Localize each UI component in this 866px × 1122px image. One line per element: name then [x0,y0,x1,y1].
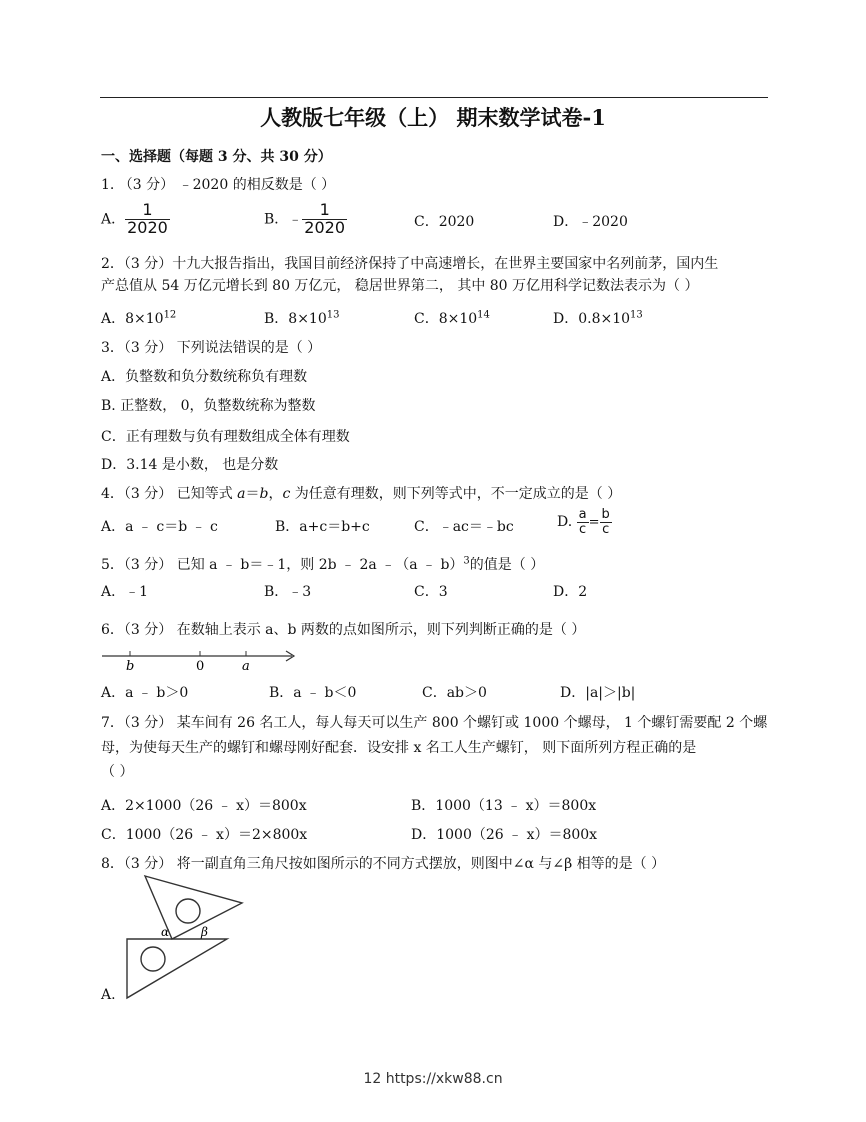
q1-b-denominator: 2020 [304,217,346,237]
q2-d-base: D．0.8×10 [553,311,631,327]
angle-alpha-label: α [161,925,170,939]
question-2-line2: 产总值从 54 万亿元增长到 80 万亿元， 稳居世界第二， 其中 80 万亿用科学记数法表示为（ ） [101,278,699,294]
page-footer: 12 https://xkw88.cn [363,1071,503,1087]
q4-comma: ， [268,486,283,502]
q6-option-c: C．ab＞0 [422,685,487,701]
q2-a-exponent: 12 [163,309,177,321]
q4-d-right-num: b [601,507,610,522]
title-rule [100,97,768,98]
question-2-line1: 2．（3 分）十九大报告指出，我国目前经济保持了中高速增长，在世界主要国家中名列前茅，国内生 [101,256,719,272]
number-line-figure [100,645,300,675]
q2-option-b [264,308,339,328]
q2-option-a [101,308,176,328]
q1-option-b [264,202,347,237]
page-title: 人教版七年级（上） 期末数学试卷-1 [260,105,606,130]
question-1-stem: 1. （3 分） ﹣2020 的相反数是（ ） [101,177,336,193]
q4-option-c: C．﹣ac＝﹣bc [414,519,514,535]
q5-exponent: 3 [463,555,470,567]
label-a: a [242,659,250,674]
q5-option-a: A．﹣1 [101,584,149,600]
q5-option-d: D．2 [553,584,588,600]
q4-option-a: A．a ﹣ c＝b ﹣ c [101,519,218,535]
q3-option-a: A．负整数和负分数统称负有理数 [101,369,308,385]
question-8-stem: 8．（3 分） 将一副直角三角尺按如图所示的不同方式摆放，则图中∠α 与∠β 相等的是（ ） [101,856,666,872]
q4-d-right-fraction [600,508,612,536]
label-b: b [126,659,135,674]
q5-option-c: C．3 [414,584,448,600]
q4-d-left-den: c [577,522,589,537]
q2-option-d [553,308,643,328]
q4-stem-pre: 4．（3 分） 已知等式 [101,486,238,502]
top-triangle [145,876,242,939]
q4-d-label: D. [557,514,573,531]
q3-option-b: B. 正整数， 0，负整数统称为整数 [101,398,316,414]
q4-stem-post: 为任意有理数，则下列等式中，不一定成立的是（ ） [290,486,622,502]
q2-c-base: C．8×10 [414,311,478,327]
q4-d-left-fraction [577,508,589,536]
q5-stem-post: 的值是（ ） [469,557,545,573]
question-7-line2: 母，为使每天生产的螺钉和螺母刚好配套．设安排 x 名工人生产螺钉， 则下面所列方程正确的是 [101,740,697,756]
q6-option-d: D．|a|＞|b| [560,685,636,701]
q4-var-c: c [282,486,291,502]
q7-option-d: D．1000（26 ﹣ x）＝800x [411,827,598,843]
q8-option-a: A. [101,987,116,1003]
q1-option-d: D．﹣2020 [553,214,628,230]
section-heading: 一、选择题（每题 3 分、共 30 分） [101,149,332,165]
q1-option-a [101,202,170,237]
question-7-line1: 7．（3 分） 某车间有 26 名工人，每人每天可以生产 800 个螺钉或 1000 个螺母， 1 个螺钉需要配 2 个螺 [101,715,768,731]
q4-var-b: b [259,486,269,502]
bottom-triangle [127,939,227,998]
q1-a-label: A． [101,211,126,228]
q4-equals: ＝ [245,486,260,502]
q2-b-exponent: 13 [326,309,340,321]
label-0: 0 [196,659,205,674]
question-5-stem [101,554,544,574]
q4-option-b: B．a+c＝b+c [275,519,370,535]
q4-d-equals: = [588,515,600,531]
q4-d-right-den: c [600,522,612,537]
q7-option-a: A．2×1000（26 ﹣ x）＝800x [101,798,307,814]
q7-option-b: B．1000（13 ﹣ x）＝800x [411,798,597,814]
q5-option-b: B．﹣3 [264,584,312,600]
triangle-rulers-figure [115,870,250,1005]
question-3-stem: 3．（3 分） 下列说法错误的是（ ） [101,340,322,356]
question-7-line3: （ ） [101,764,134,780]
q5-stem-pre: 5．（3 分） 已知 a ﹣ b＝﹣1，则 2b ﹣ 2a ﹣（a ﹣ b） [101,557,464,573]
question-6-stem: 6．（3 分） 在数轴上表示 a、b 两数的点如图所示，则下列判断正确的是（ ） [101,622,586,638]
q2-c-exponent: 14 [477,309,490,321]
q7-option-c: C．1000（26 ﹣ x）＝2×800x [101,827,308,843]
q1-a-denominator: 2020 [127,217,168,237]
q4-option-d [557,508,612,536]
q1-option-c: C．2020 [414,214,475,230]
q3-option-c: C．正有理数与负有理数组成全体有理数 [101,429,350,445]
q2-option-c [414,308,490,328]
q4-d-left-num: a [578,507,587,522]
q1-b-label: B． [264,211,289,228]
q2-a-base: A．8×10 [101,311,164,327]
q6-option-a: A．a ﹣ b＞0 [101,685,189,701]
q1-b-fraction [302,202,347,237]
q3-option-d: D．3.14 是小数， 也是分数 [101,457,279,473]
q4-var-a: a [237,486,246,502]
q1-b-numerator: 1 [319,200,330,219]
q1-a-numerator: 1 [142,200,153,219]
q6-option-b: B．a ﹣ b＜0 [269,685,357,701]
angle-beta-label: β [201,925,208,939]
question-4-stem [101,483,621,503]
q2-d-exponent: 13 [630,309,643,321]
q2-b-base: B．8×10 [264,311,327,327]
bottom-triangle-hole [141,947,165,971]
q1-b-sign: ﹣ [288,211,303,228]
top-triangle-hole [176,899,200,923]
q1-a-fraction [125,202,170,237]
